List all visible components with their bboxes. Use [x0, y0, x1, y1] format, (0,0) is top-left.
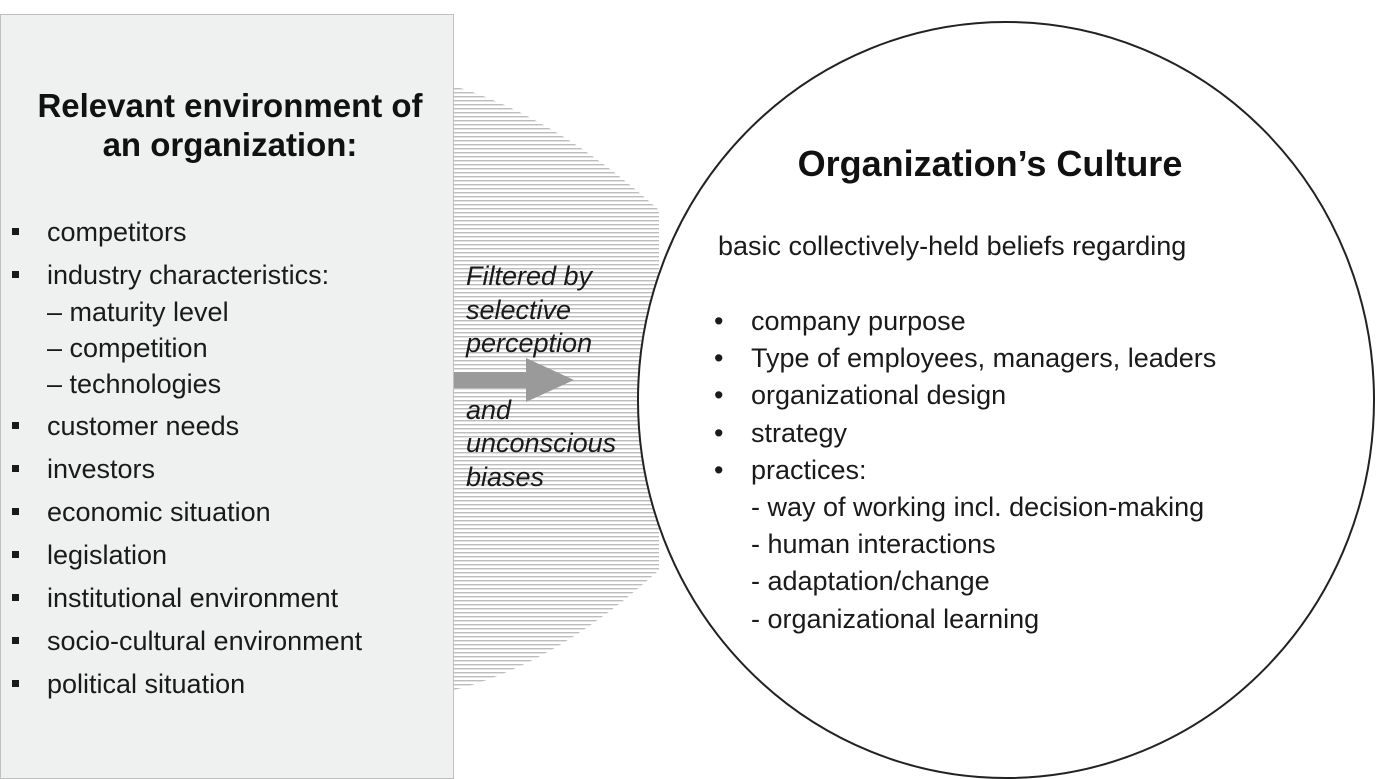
culture-item-design: [712, 377, 1216, 414]
culture-item-practices: [712, 452, 1216, 638]
culture-subitem: - human interactions: [751, 529, 996, 560]
culture-subitem: - way of working incl. decision-making: [751, 492, 1205, 523]
culture-item-label: organizational design: [751, 380, 1007, 411]
culture-item-label: practices:: [751, 454, 867, 485]
bullet-icon: •: [714, 343, 724, 374]
culture-title: Organization’s Culture: [797, 143, 1183, 184]
environment-subitem: – competition: [47, 333, 208, 363]
culture-subitem: - adaptation/change: [751, 566, 990, 597]
culture-item-label: strategy: [751, 417, 848, 448]
environment-item-label: competitors: [47, 217, 187, 247]
bullet-icon: •: [714, 454, 724, 485]
culture-item-label: Type of employees, managers, leaders: [751, 343, 1217, 374]
filter-line: perception: [466, 328, 593, 358]
environment-subitem: – maturity level: [47, 297, 229, 327]
filter-line: Filtered by: [466, 261, 593, 291]
bullet-icon: •: [714, 380, 724, 411]
culture-item-strategy: [712, 415, 1216, 452]
culture-item-label: company purpose: [751, 306, 966, 336]
filter-line: selective: [466, 294, 572, 325]
environment-item-label: industry characteristics:: [47, 260, 330, 290]
culture-item-purpose: [712, 303, 1216, 340]
filter-line: biases: [466, 461, 545, 492]
environment-item-label: political situation: [47, 669, 246, 699]
culture-subitem: - organizational learning: [751, 603, 1040, 634]
environment-item-label: investors: [47, 454, 156, 484]
environment-title-line2: an organization:: [102, 126, 358, 163]
environment-item-label: legislation: [47, 540, 168, 570]
environment-item-label: institutional environment: [47, 583, 339, 613]
environment-subitem: – technologies: [47, 369, 222, 399]
culture-list: [712, 303, 1216, 638]
filter-line: unconscious: [466, 428, 617, 458]
bullet-icon: •: [714, 306, 724, 336]
culture-item-employees: [712, 340, 1216, 377]
environment-item-label: customer needs: [47, 411, 240, 441]
environment-item-label: socio-cultural environment: [47, 626, 363, 656]
environment-title-line1: Relevant environment of: [37, 87, 423, 124]
environment-item-label: economic situation: [47, 497, 271, 527]
bullet-icon: •: [714, 417, 724, 448]
culture-subtitle: basic collectively-held beliefs regarding: [718, 231, 1187, 261]
filter-line: and: [466, 394, 512, 425]
